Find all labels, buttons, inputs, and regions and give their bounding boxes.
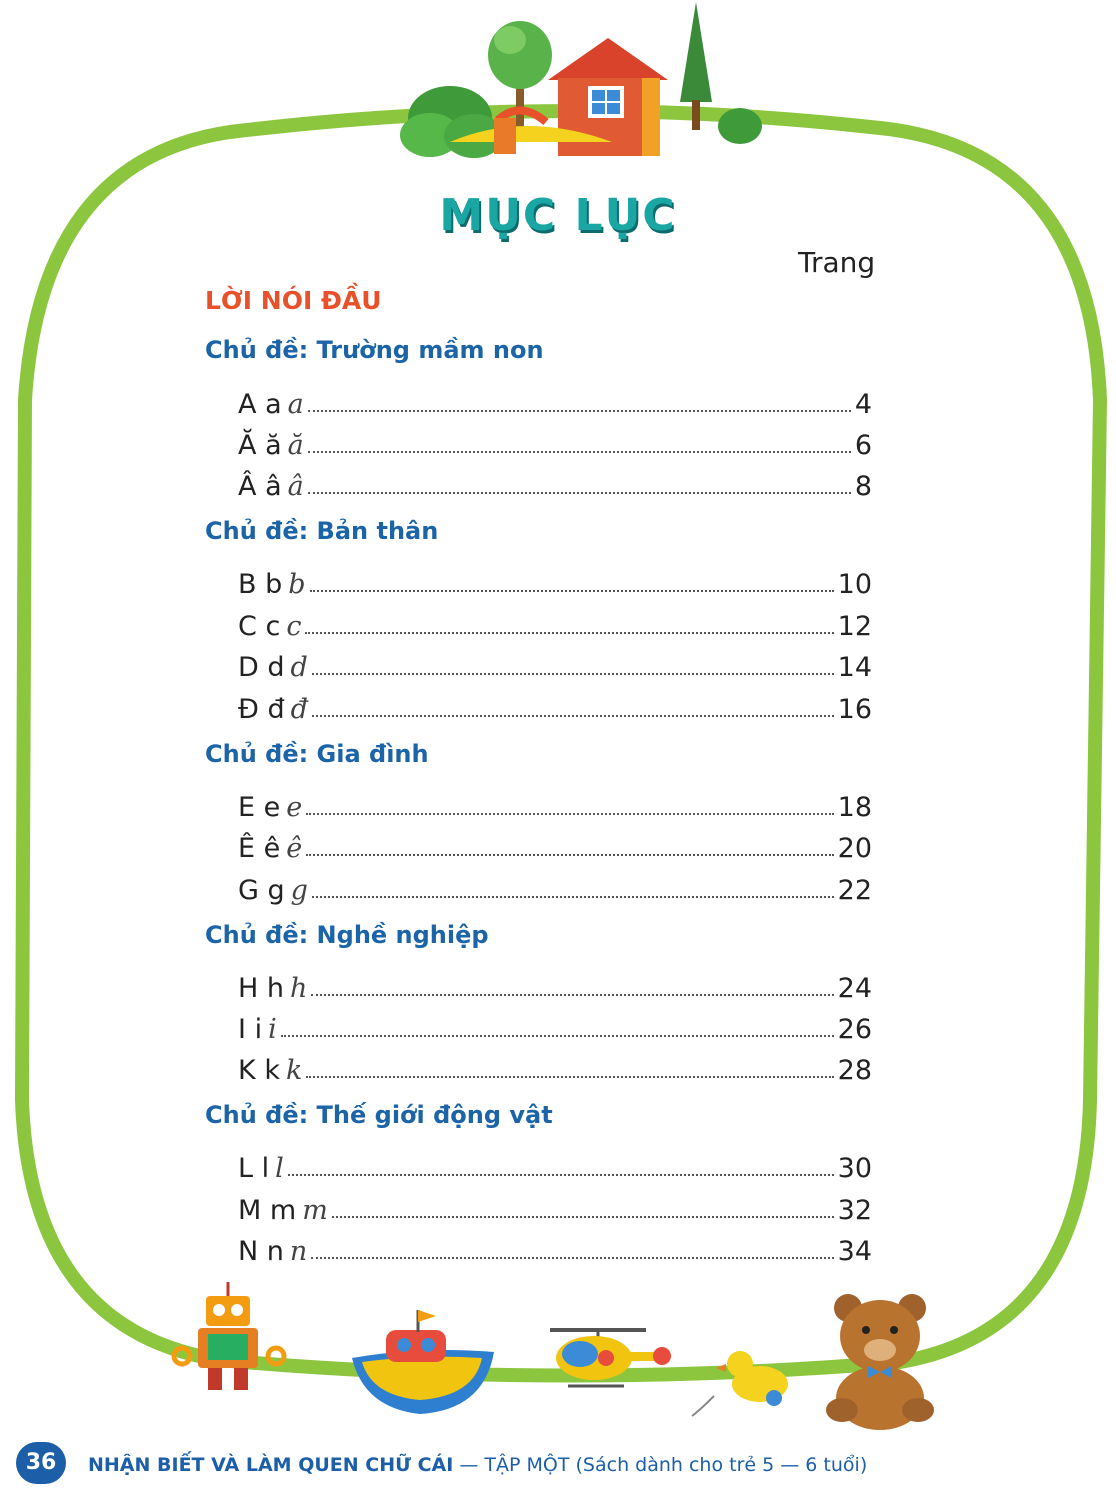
page-number: 10 [837, 569, 872, 600]
toc-entry[interactable]: K k k 28 [238, 1055, 872, 1086]
toc-entry[interactable]: Ê ê ê 20 [238, 833, 872, 864]
dot-leader [288, 1174, 834, 1176]
dot-leader [332, 1216, 834, 1218]
dot-leader [312, 673, 834, 675]
page-number: 18 [837, 792, 872, 823]
intro-heading[interactable]: LỜI NÓI ĐẦU [205, 286, 382, 315]
page-title: MỤC LỤC [439, 190, 677, 241]
toc-entry[interactable]: Â â â 8 [238, 471, 872, 502]
bush-icon [400, 86, 504, 158]
dot-leader [311, 994, 833, 996]
toc-entry[interactable]: D d d 14 [238, 652, 872, 683]
toc-entry[interactable]: M m m 32 [238, 1195, 872, 1226]
page-number: 22 [837, 875, 872, 906]
dot-leader [308, 492, 851, 494]
topic-heading[interactable]: Chủ đề: Trường mầm non [205, 336, 544, 364]
toc-entry[interactable]: Ă ă ă 6 [238, 430, 872, 461]
page-number: 32 [837, 1195, 872, 1226]
house-icon [450, 38, 668, 156]
dot-leader [306, 854, 833, 856]
page-number: 26 [837, 1014, 872, 1045]
toc-entry[interactable]: L l l 30 [238, 1153, 872, 1184]
toc-entry[interactable]: C c c 12 [238, 611, 872, 642]
toc-entry[interactable]: I i i 26 [238, 1014, 872, 1045]
dot-leader [306, 813, 833, 815]
dot-leader [310, 590, 834, 592]
dot-leader [311, 1257, 833, 1259]
toc-entry[interactable]: Đ đ đ 16 [238, 694, 872, 725]
dot-leader [281, 1035, 834, 1037]
topic-heading[interactable]: Chủ đề: Nghề nghiệp [205, 921, 489, 949]
page-number: 28 [837, 1055, 872, 1086]
bush-icon [718, 108, 762, 144]
page-number: 34 [837, 1236, 872, 1267]
toc-entry[interactable]: B b b 10 [238, 569, 872, 600]
page-number: 6 [854, 430, 872, 461]
page-number: 16 [837, 694, 872, 725]
duck-toy-icon [692, 1351, 788, 1416]
toc-entry[interactable]: E e e 18 [238, 792, 872, 823]
page-number: 8 [854, 471, 872, 502]
dot-leader [306, 1076, 833, 1078]
toc-entry[interactable]: N n n 34 [238, 1236, 872, 1267]
dot-leader [308, 451, 851, 453]
page-number: 4 [854, 389, 872, 420]
topic-heading[interactable]: Chủ đề: Gia đình [205, 740, 429, 768]
footer-page-number: 36 [16, 1442, 66, 1484]
boat-icon [352, 1310, 494, 1414]
page-number: 20 [837, 833, 872, 864]
page-number: 12 [837, 611, 872, 642]
footer-book-title: NHẬN BIẾT VÀ LÀM QUEN CHỮ CÁI — TẬP MỘT (Sách dành cho trẻ 5 — 6 tuổi) [88, 1454, 868, 1476]
toc-entry[interactable]: A a a 4 [238, 389, 872, 420]
toc-entry[interactable]: G g g 22 [238, 875, 872, 906]
page-number: 14 [837, 652, 872, 683]
page-column-label: Trang [798, 246, 876, 279]
robot-icon [174, 1282, 284, 1390]
dot-leader [308, 410, 851, 412]
toc-entry[interactable]: H h h 24 [238, 973, 872, 1004]
page-number: 30 [837, 1153, 872, 1184]
dot-leader [312, 896, 834, 898]
page-number: 24 [837, 973, 872, 1004]
topic-heading[interactable]: Chủ đề: Bản thân [205, 517, 439, 545]
dot-leader [312, 715, 834, 717]
dot-leader [305, 632, 833, 634]
topic-heading[interactable]: Chủ đề: Thế giới động vật [205, 1101, 553, 1129]
